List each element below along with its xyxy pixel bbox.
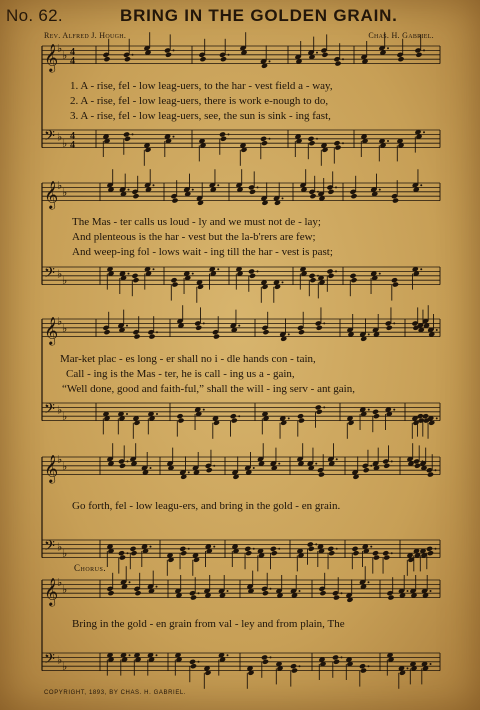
treble-clef-icon: 𝄞 [44, 180, 59, 209]
note-head [309, 193, 316, 199]
note-head [133, 334, 140, 340]
note-head [190, 663, 197, 669]
note-head [220, 136, 227, 142]
note-head [213, 334, 220, 340]
note-head [372, 550, 379, 556]
note-head [328, 550, 335, 556]
lyric-line: 3. A - rise, fel - low leag-uers, see, the sun is sink - ing fast, [70, 110, 331, 122]
note-dot [335, 186, 337, 188]
note-dot [393, 409, 395, 411]
note-head [119, 463, 126, 469]
note-dot [282, 281, 284, 283]
note-head [327, 189, 334, 195]
treble-clef-icon: 𝄞 [44, 316, 59, 345]
note-dot [387, 47, 389, 49]
note-head [350, 193, 357, 199]
note-dot [203, 322, 205, 324]
flat-sign-icon: ♭ [57, 131, 63, 144]
note-dot [127, 460, 129, 462]
note-dot [238, 415, 240, 417]
note-head [131, 273, 138, 279]
note-head [249, 273, 256, 279]
note-dot [228, 133, 230, 135]
note-dot [391, 460, 393, 462]
flat-sign-icon: ♭ [62, 186, 68, 199]
note-head [261, 654, 268, 660]
note-dot [435, 548, 437, 550]
note-dot [368, 409, 370, 411]
note-dot [188, 471, 190, 473]
note-dot [407, 667, 409, 669]
flat-sign-icon: ♭ [62, 583, 68, 596]
note-dot [435, 469, 437, 471]
note-dot [173, 136, 175, 138]
note-head [297, 413, 304, 419]
note-dot [336, 548, 338, 550]
note-head [386, 325, 393, 331]
flat-sign-icon: ♭ [62, 661, 68, 674]
note-dot [253, 467, 255, 469]
note-dot [269, 138, 271, 140]
note-dot [430, 590, 432, 592]
flat-sign-icon: ♭ [57, 268, 63, 281]
note-dot [257, 270, 259, 272]
note-head [333, 659, 340, 665]
note-dot [156, 331, 158, 333]
note-dot [299, 590, 301, 592]
note-head [307, 136, 314, 142]
note-head [248, 268, 255, 274]
lyric-line: Call - ing is the Mas - ter, he is call - ing us a - gain, [66, 368, 295, 380]
treble-clef-icon: 𝄞 [44, 454, 59, 483]
note-head [333, 140, 340, 146]
note-head [249, 189, 256, 195]
note-head [427, 472, 434, 478]
flat-sign-icon: ♭ [57, 541, 63, 554]
note-dot [368, 333, 370, 335]
note-head [262, 590, 269, 596]
note-dot [335, 270, 337, 272]
note-dot [173, 49, 175, 51]
note-head [352, 550, 359, 556]
flat-sign-icon: ♭ [62, 49, 68, 62]
note-head [262, 329, 269, 335]
note-head [123, 131, 130, 137]
note-dot [315, 463, 317, 465]
note-head [415, 52, 422, 58]
note-dot [317, 275, 319, 277]
note-dot [269, 60, 271, 62]
note-dot [198, 592, 200, 594]
note-dot [278, 463, 280, 465]
note-dot [323, 406, 325, 408]
note-dot [387, 140, 389, 142]
flat-sign-icon: ♭ [57, 180, 63, 193]
note-head [308, 273, 315, 279]
note-dot [299, 665, 301, 667]
note-dot [253, 548, 255, 550]
note-head [427, 550, 434, 556]
note-dot [288, 417, 290, 419]
note-dot [342, 58, 344, 60]
note-dot [213, 546, 215, 548]
note-head [327, 273, 334, 279]
note-head [103, 56, 110, 62]
note-head [171, 198, 178, 204]
note-head [392, 198, 399, 204]
note-head [134, 590, 141, 596]
note-head [132, 277, 139, 283]
note-head [316, 325, 323, 331]
note-dot [228, 54, 230, 56]
bass-clef-icon: 𝄢 [44, 401, 55, 422]
note-head [318, 472, 325, 478]
note-head [350, 277, 357, 283]
note-head [262, 659, 269, 665]
note-head [363, 467, 370, 473]
note-head [291, 668, 298, 674]
lyric-line: “Well done, good and faith-ful,” shall the will - ing serv - ant gain, [62, 383, 355, 395]
note-dot [315, 543, 317, 545]
note-head [103, 329, 110, 335]
note-dot [270, 588, 272, 590]
note-dot [278, 548, 280, 550]
note-dot [420, 268, 422, 270]
note-dot [420, 184, 422, 186]
note-head [298, 329, 305, 335]
hymn-title: BRING IN THE GOLDEN GRAIN. [120, 6, 398, 25]
note-head [308, 546, 315, 552]
note-head [230, 413, 237, 419]
note-dot [156, 413, 158, 415]
note-head [130, 550, 137, 556]
note-head [189, 659, 196, 665]
note-head [176, 413, 183, 419]
note-dot [150, 467, 152, 469]
note-head [180, 550, 187, 556]
lyric-line: And plenteous is the har - vest but the la-b'rers are few; [72, 231, 316, 243]
note-head [373, 555, 380, 561]
note-head [334, 61, 341, 67]
note-head [270, 546, 277, 552]
note-dot [407, 590, 409, 592]
lyric-line: 2. A - rise, fel - low leag-uers, there is work e-nough to do, [70, 95, 329, 107]
note-head [107, 590, 114, 596]
note-head [124, 136, 131, 142]
note-dot [203, 409, 205, 411]
note-dot [257, 186, 259, 188]
lyric-line: And weep-ing fol - lows wait - ing till the har - vest is past; [72, 246, 333, 258]
note-dot [150, 546, 152, 548]
note-head [309, 277, 316, 283]
note-head [245, 550, 252, 556]
flat-sign-icon: ♭ [62, 275, 68, 288]
note-dot [282, 197, 284, 199]
lyric-line: 1. A - rise, fel - low leag-uers, to the har - vest field a - way, [70, 80, 333, 92]
note-head [391, 277, 398, 283]
note-dot [379, 273, 381, 275]
note-dot [129, 654, 131, 656]
note-dot [156, 586, 158, 588]
note-dot [270, 656, 272, 658]
note-dot [188, 548, 190, 550]
note-head [290, 663, 297, 669]
note-dot [132, 133, 134, 135]
note-head [397, 56, 404, 62]
note-dot [368, 665, 370, 667]
note-head [372, 409, 379, 415]
note-head [148, 334, 155, 340]
note-head [206, 467, 213, 473]
note-dot [370, 465, 372, 467]
note-dot [391, 552, 393, 554]
note-head [359, 663, 366, 669]
note-head [119, 555, 126, 561]
note-dot [436, 329, 438, 331]
note-head [179, 546, 186, 552]
note-head [319, 590, 326, 596]
flat-sign-icon: ♭ [57, 404, 63, 417]
treble-clef-icon: 𝄞 [44, 43, 59, 72]
note-head [327, 546, 334, 552]
note-dot [198, 661, 200, 663]
note-head [382, 550, 389, 556]
note-head [177, 418, 184, 424]
note-head [190, 595, 197, 601]
note-head [315, 404, 322, 410]
flat-sign-icon: ♭ [62, 548, 68, 561]
note-dot [370, 546, 372, 548]
note-dot [126, 325, 128, 327]
note-head [383, 463, 390, 469]
note-dot [436, 417, 438, 419]
note-head [220, 56, 227, 62]
note-dot [156, 654, 158, 656]
author-credit: Rev. Alfred J. Hough. [44, 31, 127, 40]
flat-sign-icon: ♭ [62, 322, 68, 335]
composer-credit: Chas. H. Gabriel. [368, 31, 434, 40]
note-dot [316, 138, 318, 140]
flat-sign-icon: ♭ [57, 654, 63, 667]
note-head [321, 52, 328, 58]
note-dot [316, 52, 318, 54]
time-signature: 4 [70, 140, 75, 151]
note-dot [336, 458, 338, 460]
lyric-line: The Mas - ter calls us loud - ly and we must not de - lay; [72, 216, 321, 228]
note-head [308, 140, 315, 146]
note-dot [379, 189, 381, 191]
lyric-line: Go forth, fel - low leagu-ers, and bring in the gold - en grain. [72, 500, 341, 512]
note-head [351, 546, 358, 552]
bass-clef-icon: 𝄢 [44, 651, 55, 672]
note-head [387, 595, 394, 601]
note-dot [129, 581, 131, 583]
note-dot [430, 663, 432, 665]
note-head [124, 56, 131, 62]
note-head [118, 550, 125, 556]
note-head [349, 273, 356, 279]
note-dot [341, 592, 343, 594]
note-head [307, 541, 314, 547]
note-dot [341, 656, 343, 658]
note-head [129, 546, 136, 552]
flat-sign-icon: ♭ [57, 454, 63, 467]
note-dot [192, 273, 194, 275]
chorus-label: Chorus. [74, 563, 107, 573]
note-head [414, 463, 421, 469]
bass-clef-icon: 𝄢 [44, 538, 55, 559]
note-head [392, 282, 399, 288]
treble-clef-icon: 𝄞 [44, 577, 59, 606]
note-dot [132, 54, 134, 56]
note-dot [192, 189, 194, 191]
note-head [261, 140, 268, 146]
note-head [170, 277, 177, 283]
note-head [260, 136, 267, 142]
bass-clef-icon: 𝄢 [44, 128, 55, 149]
note-dot [217, 268, 219, 270]
note-dot [317, 191, 319, 193]
flat-sign-icon: ♭ [57, 43, 63, 56]
note-dot [227, 654, 229, 656]
flat-sign-icon: ♭ [62, 138, 68, 151]
note-dot [127, 552, 129, 554]
note-head [316, 409, 323, 415]
time-signature: 4 [70, 47, 75, 58]
note-dot [126, 413, 128, 415]
note-dot [342, 142, 344, 144]
note-head [334, 145, 341, 151]
hymn-number: No. 62. [6, 6, 63, 25]
note-head [271, 550, 278, 556]
note-head [244, 546, 251, 552]
flat-sign-icon: ♭ [62, 411, 68, 424]
lyric-line: Bring in the gold - en grain from val - ley and from plain, The [72, 618, 345, 630]
note-dot [217, 184, 219, 186]
note-dot [368, 581, 370, 583]
note-head [383, 555, 390, 561]
note-head [199, 56, 206, 62]
note-head [219, 131, 226, 137]
flat-sign-icon: ♭ [62, 460, 68, 473]
time-signature: 4 [70, 131, 75, 142]
note-dot [128, 189, 130, 191]
note-head [332, 654, 339, 660]
note-dot [213, 465, 215, 467]
note-head [165, 52, 172, 58]
lyric-line: Mar-ket plac - es long - er shall no i - dle hands con - tain, [60, 353, 316, 365]
note-head [333, 595, 340, 601]
note-dot [128, 273, 130, 275]
note-head [171, 282, 178, 288]
bass-clef-icon: 𝄢 [44, 265, 55, 286]
flat-sign-icon: ♭ [57, 577, 63, 590]
note-head [298, 418, 305, 424]
note-dot [153, 268, 155, 270]
note-dot [238, 325, 240, 327]
note-dot [288, 333, 290, 335]
note-dot [393, 322, 395, 324]
time-signature: 4 [70, 56, 75, 67]
note-head [326, 268, 333, 274]
note-head [426, 546, 433, 552]
copyright-notice: COPYRIGHT, 1893, BY CHAS. H. GABRIEL. [44, 690, 187, 696]
note-dot [323, 322, 325, 324]
note-dot [227, 590, 229, 592]
note-head [132, 193, 139, 199]
flat-sign-icon: ♭ [57, 316, 63, 329]
note-head [195, 325, 202, 331]
note-head [360, 668, 367, 674]
note-head [373, 413, 380, 419]
note-head [231, 418, 238, 424]
note-dot [153, 184, 155, 186]
note-dot [423, 131, 425, 133]
note-dot [423, 49, 425, 51]
